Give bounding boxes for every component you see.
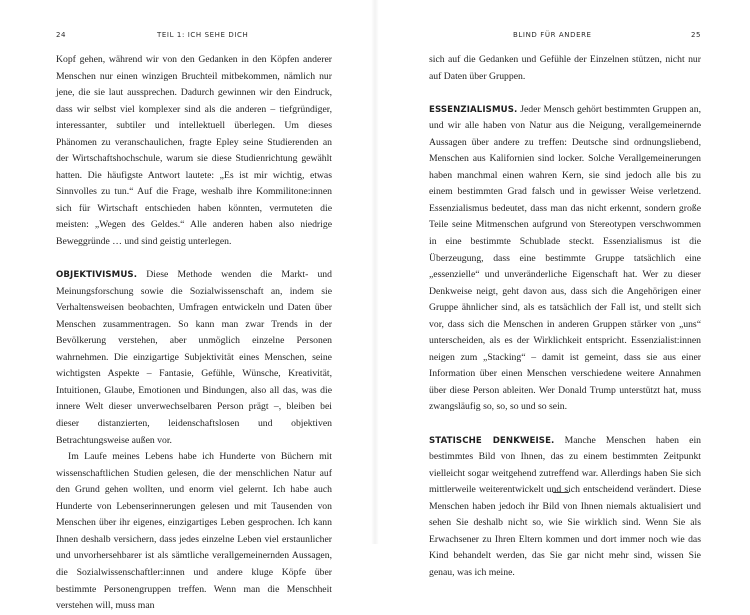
page-number: 25: [691, 31, 702, 39]
section-keyword: STATISCHE DENKWEISE.: [429, 435, 555, 446]
paragraph: [56, 52, 332, 251]
paragraph-text: Diese Methode wenden die Markt- und Meinungsforschung sowie die Sozialwissenschaft an, indem sie Verhaltensweisen beobachten, Umfragen entwickeln und Daten über Menschen zusammentragen. So kann man zwar Trends in der Bevölkerung verstehen, aber unmöglich einzelne Personen wahrnehmen. Die einzigartige Subjektivität eines Menschen, seine wichtigsten Aspekte – Fantasie, Gefühle, Wünsche, Kreativität, Intuitionen, Glaube, Emotionen und Bindungen, also all das, was die innere Welt dieser unverwechselbaren Person prägt –, bleiben bei dieser distanzierten, leidenschaftslosen und objektiven Betrachtungsweise außen vor.: [56, 269, 332, 446]
body-text: [56, 52, 332, 615]
running-head: BLIND FÜR ANDERE: [513, 31, 592, 39]
paragraph-objektivismus: [56, 267, 332, 449]
body-text: [429, 52, 701, 582]
left-page: [0, 0, 375, 612]
paragraph-text: sich auf die Gedanken und Gefühle der Einzelnen stützen, nicht nur auf Daten über Gruppen.: [429, 54, 701, 82]
paragraph-text: Im Laufe meines Lebens habe ich Hunderte von Büchern mit wissenschaftlichen Studien gelesen, die der menschlichen Natur auf den Grund gehen wollten, und enorm viel gelernt. Ich habe auch Hunderte von Lebenserinnerungen gelesen und mit Tausenden von Menschen über ihr eigenes, einzigartiges Leben gesprochen. Ich kann Ihnen deshalb versichern, dass jedes einzelne Leben viel erstaunlicher und unvorhersehbarer ist als sämtliche verallgemeinernden Aussagen, die Sozialwissenschaftler:innen und andere kluge Köpfe über bestimmte Personengruppen treffen. Wenn man die Menschheit verstehen will, muss man: [56, 451, 332, 612]
paragraph-essenzialismus: [429, 102, 701, 416]
right-page: [375, 0, 750, 578]
paragraph-text: Kopf gehen, während wir von den Gedanken in den Köpfen anderer Menschen nur einen winzigen Bruchteil mitbekommen, nämlich nur jene, die sie laut aussprechen. Dadurch gewinnen wir den Eindruck, dass wir selbst viel komplexer sind als die anderen – tiefgründiger, interessanter, subtiler und intellektuell überlegen. Um dieses Phänomen zu veranschaulichen, fragte Epley seine Studierenden an der Wirtschaftshochschule, warum sie diese Studienrichtung gewählt hatten. Die häufigste Antwort lautete: „Es ist mir wichtig, etwas Sinnvolles zu tun.“ Auf die Frage, weshalb ihre Kommilitone:innen sich für Wirtschaft entschieden haben könnten, vermuteten die meisten: „Wegen des Geldes.“ Alle anderen haben also niedrige Beweggründe … und sind geistig unterlegen.: [56, 54, 332, 248]
section-keyword: ESSENZIALISMUS.: [429, 104, 518, 115]
paragraph-text: Jeder Mensch gehört bestimmten Gruppen an, und wir alle haben von Natur aus die Neigung, verallgemeinernde Aussagen über andere zu treffen: Deutsche sind ordnungsliebend, Menschen aus Kalifornien sind locker. Solche Verallgemeinerungen haben manchmal einen wahren Kern, sie sind jedoch alle bis zu einem bestimmten Grad falsch und in gewisser Weise verletzend. Essenzialismus bedeutet, dass man das nicht erkennt, sondern große Teile seine Mitmenschen aufgrund von Stereotypen verschwommen in eine bestimmte Schublade steckt. Essenzialismus ist die Überzeugung, dass eine bestimmte Gruppe tatsächlich eine „essenzielle“ und unveränderliche Eigenschaft hat. Wer zu dieser Denkweise neigt, geht davon aus, dass sich die Angehörigen einer Gruppe ähnlicher sind, als es tatsächlich der Fall ist, und stellt sich vor, dass sich die Menschen in anderen Gruppen stärker von „uns“ unterscheiden, als es der Wirklichkeit entspricht. Essenzialist:innen neigen zum „Stacking“ – damit ist gemeint, dass sie aus einer Information über einen Menschen verschiedene weitere Annahmen über diese Person ableiten. Wer Donald Trump unterstützt hat, muss zwangsläufig so, so, so und so sein.: [429, 103, 701, 413]
page-number: 24: [56, 31, 67, 39]
paragraph: [56, 449, 332, 614]
paragraph: [429, 52, 701, 85]
running-head: TEIL 1: ICH SEHE DICH: [157, 31, 249, 39]
section-keyword: OBJEKTIVISMUS.: [56, 270, 138, 281]
section-end-dash: [553, 492, 569, 493]
paragraph-text: Manche Menschen haben ein bestimmtes Bild von Ihnen, das zu einem bestimmten Zeitpunkt vielleicht sogar weitgehend zutreffend war. Allerdings haben Sie sich mittlerweile weiterentwickelt und sich entscheidend verändert. Diese Menschen haben jedoch ihr Bild von Ihnen niemals aktualisiert und sehen Sie deshalb nicht so, wie Sie wirklich sind. Wenn Sie als Erwachsener zu Ihren Eltern kommen und dort immer noch wie das Kind behandelt werden, das Sie gar nicht mehr sind, wissen Sie genau, was ich meine.: [429, 434, 701, 578]
paragraph-statische-denkweise: [429, 433, 701, 582]
